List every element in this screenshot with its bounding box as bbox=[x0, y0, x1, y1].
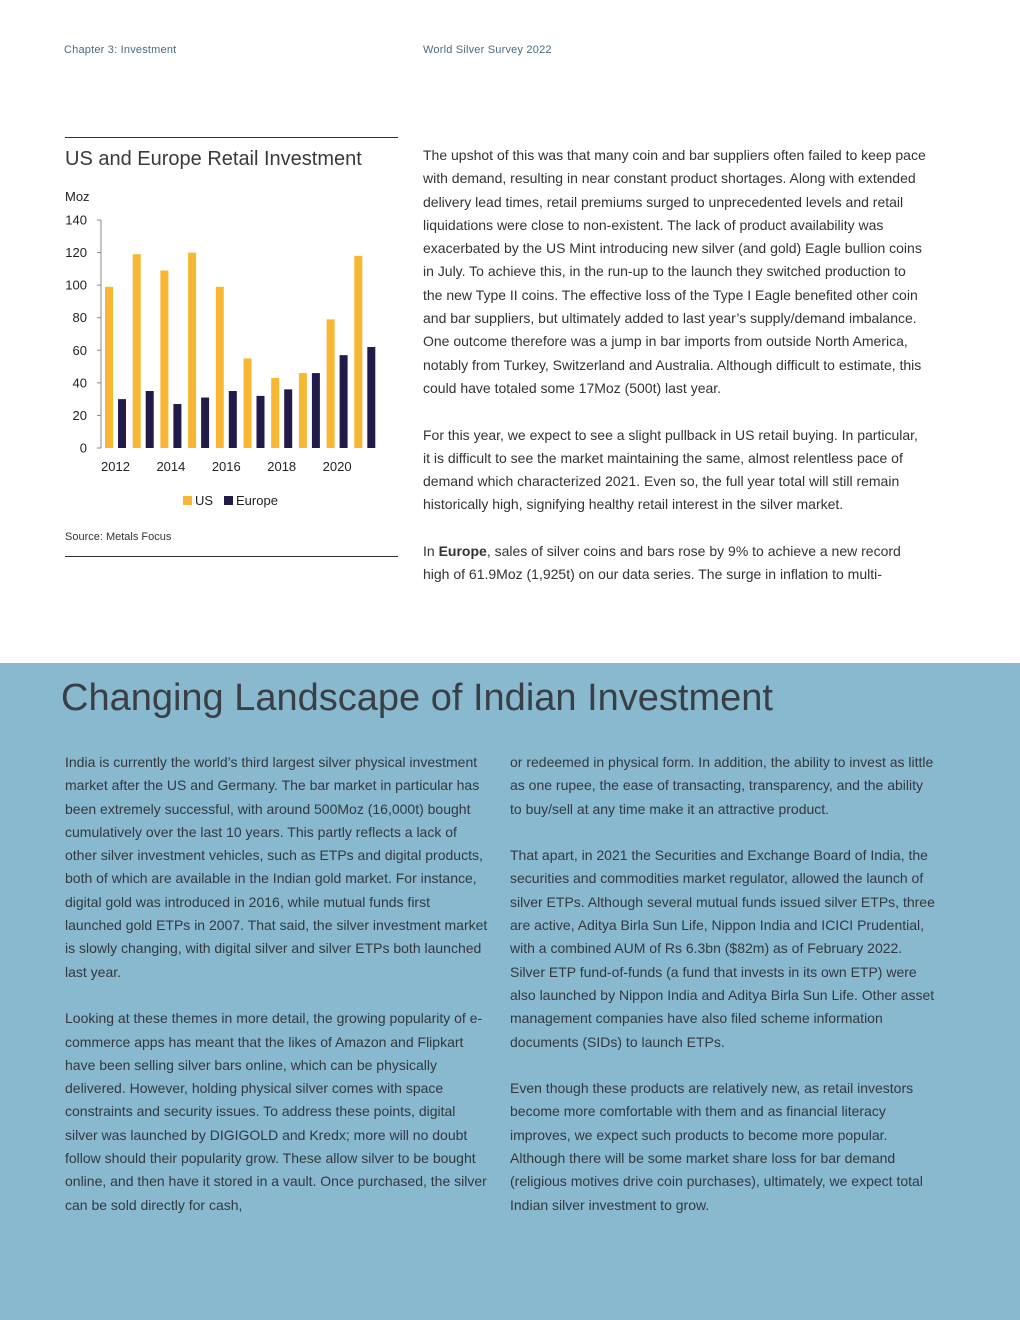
bar-us-2021 bbox=[354, 256, 362, 448]
chart-figure bbox=[65, 137, 398, 557]
y-tick-label: 0 bbox=[79, 440, 87, 456]
bar-europe-2017 bbox=[257, 396, 265, 448]
chart-title: US and Europe Retail Investment bbox=[65, 148, 362, 170]
y-tick-label: 100 bbox=[65, 277, 87, 293]
y-tick-label: 120 bbox=[65, 245, 87, 261]
body-paragraph: The upshot of this was that many coin and bar suppliers often failed to keep pace with demand, resulting in near constant product shortages. Along with extended delivery lead times, retail premiums surged to unprecedented levels and retail liquidations were close to non-existent. The lack of product availability was exacerbated by the US Mint introducing new silver (and gold) Eagle bullion coins in July. To achieve this, in the run-up to the launch they switched production to the new Type II coins. The effective loss of the Type I Eagle benefited other coin and bar suppliers, but ultimately added to last year’s supply/demand imbalance. One outcome therefore was a jump in bar imports from outside North America, notably from Turkey, Switzerland and Australia. Although difficult to estimate, this could have totaled some 17Moz (500t) last year. bbox=[423, 147, 926, 396]
legend-swatch-us bbox=[183, 496, 192, 505]
bar-us-2015 bbox=[188, 253, 196, 448]
bar-europe-2021 bbox=[367, 347, 375, 448]
bar-europe-2016 bbox=[229, 391, 237, 448]
bar-europe-2015 bbox=[201, 398, 209, 448]
feature-paragraph: India is currently the world’s third largest silver physical investment market after the US and Germany. The bar market in particular has been extremely successful, with around 500Moz (16,000t) bought cumulatively over the last 10 years. This partly reflects a lack of other silver investment vehicles, such as ETPs and digital products, both of which are available in the Indian gold market. For instance, digital gold was introduced in 2016, while mutual funds first launched gold ETPs in 2007. That said, the silver investment market is slowly changing, with digital silver and silver ETPs both launched last year. bbox=[65, 754, 488, 980]
feature-column-right bbox=[510, 751, 935, 1240]
x-tick-label: 2020 bbox=[322, 459, 352, 474]
feature-column-left bbox=[65, 751, 490, 1240]
bar-us-2014 bbox=[160, 270, 168, 448]
bar-europe-2020 bbox=[340, 355, 348, 448]
y-tick-label: 40 bbox=[72, 375, 87, 391]
feature-box-india bbox=[0, 663, 1020, 1320]
paragraph-rest: , sales of silver coins and bars rose by 9% to achieve a new record high of 61.9Moz (1,925t) on our data series. The surge in inflation to multi- bbox=[423, 543, 901, 583]
bar-europe-2012 bbox=[118, 399, 126, 448]
bar-us-2012 bbox=[105, 287, 113, 448]
body-paragraph: For this year, we expect to see a slight pullback in US retail buying. In particular, it is difficult to see the market maintaining the same, almost relentless pace of demand which characterized 2021. Even so, the full year total will still remain historically high, signifying healthy retail interest in the silver market. bbox=[423, 426, 918, 513]
legend-swatch-europe bbox=[224, 496, 233, 505]
bar-europe-2013 bbox=[146, 391, 154, 448]
bar-us-2017 bbox=[244, 358, 252, 448]
legend-label-us: US bbox=[195, 493, 214, 508]
feature-paragraph: Looking at these themes in more detail, the growing popularity of e-commerce apps has meant that the likes of Amazon and Flipkart have been selling silver bars online, which can be physically delivered. However, holding physical silver comes with space constraints and security issues. To address these points, digital silver was launched by DIGIGOLD and Kredx; more will no doubt follow should their popularity grow. These allow silver to be bought online, and then have it stored in a vault. Once purchased, the silver can be sold directly for cash, bbox=[65, 1010, 487, 1213]
y-tick-label: 20 bbox=[72, 407, 87, 423]
legend-label-europe: Europe bbox=[236, 493, 278, 508]
bar-europe-2019 bbox=[312, 373, 320, 448]
feature-paragraph: Even though these products are relatively new, as retail investors become more comfortable with them and as financial literacy improves, we expect such products to become more popular. Although there will be some market share loss for bar demand (religious motives drive coin purchases), ultimately, we expect total Indian silver investment to grow. bbox=[510, 1080, 923, 1213]
bar-us-2013 bbox=[133, 254, 141, 448]
x-tick-label: 2014 bbox=[156, 459, 186, 474]
bar-us-2019 bbox=[299, 373, 307, 448]
y-tick-label: 60 bbox=[72, 342, 87, 358]
chart-source: Source: Metals Focus bbox=[65, 531, 172, 543]
x-tick-label: 2018 bbox=[267, 459, 297, 474]
bar-europe-2014 bbox=[173, 404, 181, 448]
body-text bbox=[423, 144, 928, 610]
paragraph-lead: In bbox=[423, 543, 439, 560]
y-axis-label: Moz bbox=[65, 189, 90, 204]
feature-paragraph: That apart, in 2021 the Securities and Exchange Board of India, the securities and commodities market regulator, allowed the launch of silver ETPs. Although several mutual funds issued silver ETPs, three are active, Aditya Birla Sun Life, Nippon India and ICICI Prudential, with a combined AUM of Rs 6.3bn ($82m) as of February 2022. Silver ETP fund-of-funds (a fund that invests in its own ETP) were also launched by Nippon India and Aditya Birla Sun Life. Other asset management companies have also filed scheme information documents (SIDs) to launch ETPs. bbox=[510, 847, 935, 1050]
bar-us-2018 bbox=[271, 378, 279, 448]
bar-europe-2018 bbox=[284, 389, 292, 448]
running-header-chapter: Chapter 3: Investment bbox=[64, 44, 177, 56]
bar-chart bbox=[65, 184, 398, 514]
feature-box-title: Changing Landscape of Indian Investment bbox=[61, 677, 773, 719]
running-header-publication: World Silver Survey 2022 bbox=[423, 44, 552, 56]
y-tick-label: 140 bbox=[65, 212, 87, 228]
bold-keyword: Europe bbox=[438, 543, 487, 560]
y-tick-label: 80 bbox=[72, 310, 87, 326]
bar-us-2016 bbox=[216, 287, 224, 448]
bar-us-2020 bbox=[327, 319, 335, 448]
body-paragraph bbox=[423, 540, 928, 587]
feature-paragraph: or redeemed in physical form. In addition, the ability to invest as little as one rupee, the ease of transacting, transparency, and the ability to buy/sell at any time make it an attractive product. bbox=[510, 754, 934, 817]
x-tick-label: 2012 bbox=[101, 459, 130, 474]
x-tick-label: 2016 bbox=[211, 459, 241, 474]
